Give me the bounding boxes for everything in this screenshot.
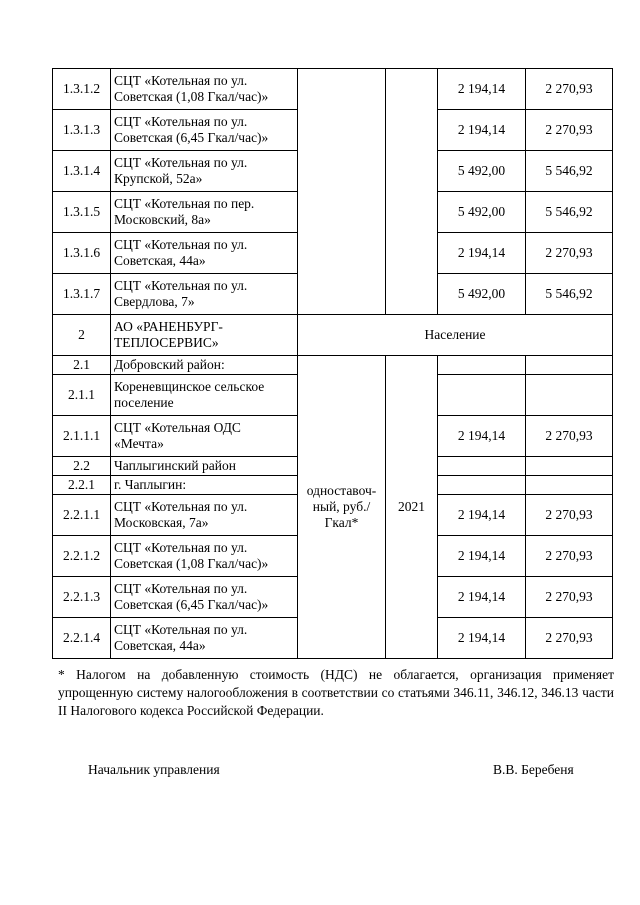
row-name: СЦТ «Котельная по ул. Советская (6,45 Гкал/час)»	[111, 577, 298, 618]
value-first-half: 2 194,14	[438, 69, 526, 110]
value-first-half: 2 194,14	[438, 416, 526, 457]
value-second-half	[526, 457, 613, 476]
row-number: 1.3.1.7	[53, 274, 111, 315]
org-name: АО «РАНЕНБУРГ-ТЕПЛОСЕРВИС»	[111, 315, 298, 356]
value-second-half: 2 270,93	[526, 233, 613, 274]
value-first-half: 2 194,14	[438, 577, 526, 618]
row-number: 1.3.1.2	[53, 69, 111, 110]
value-second-half	[526, 356, 613, 375]
row-number: 2.2.1.3	[53, 577, 111, 618]
value-second-half: 2 270,93	[526, 416, 613, 457]
value-second-half: 2 270,93	[526, 618, 613, 659]
tariff-type-cell-upper	[298, 69, 386, 315]
value-first-half: 2 194,14	[438, 110, 526, 151]
value-first-half	[438, 457, 526, 476]
value-second-half: 2 270,93	[526, 577, 613, 618]
value-second-half: 2 270,93	[526, 536, 613, 577]
row-name: СЦТ «Котельная по ул. Крупской, 52а»	[111, 151, 298, 192]
value-first-half	[438, 356, 526, 375]
value-first-half: 5 492,00	[438, 151, 526, 192]
row-name: СЦТ «Котельная по ул. Советская, 44а»	[111, 618, 298, 659]
value-first-half: 2 194,14	[438, 536, 526, 577]
row-name: СЦТ «Котельная по ул. Советская (1,08 Гкал/час)»	[111, 536, 298, 577]
organization-row	[53, 315, 613, 356]
value-second-half	[526, 476, 613, 495]
table-row	[53, 69, 613, 110]
signatory-name: В.В. Беребеня	[493, 762, 574, 777]
row-name: Чаплыгинский район	[111, 457, 298, 476]
value-second-half: 2 270,93	[526, 495, 613, 536]
signatory-position: Начальник управления	[88, 762, 220, 777]
row-number: 2.1.1	[53, 375, 111, 416]
row-number: 2.2.1	[53, 476, 111, 495]
value-second-half: 5 546,92	[526, 151, 613, 192]
row-name: СЦТ «Котельная по ул. Советская (1,08 Гкал/час)»	[111, 69, 298, 110]
row-name: СЦТ «Котельная по пер. Московский, 8а»	[111, 192, 298, 233]
row-name: СЦТ «Котельная по ул. Московская, 7а»	[111, 495, 298, 536]
value-first-half: 2 194,14	[438, 618, 526, 659]
value-first-half: 2 194,14	[438, 495, 526, 536]
row-name: СЦТ «Котельная по ул. Свердлова, 7»	[111, 274, 298, 315]
row-number: 2.1.1.1	[53, 416, 111, 457]
row-name: СЦТ «Котельная по ул. Советская, 44а»	[111, 233, 298, 274]
row-number: 2.2.1.2	[53, 536, 111, 577]
value-second-half: 2 270,93	[526, 110, 613, 151]
row-number: 2.1	[53, 356, 111, 375]
vat-footnote: * Налогом на добавленную стоимость (НДС) не облагается, организация применяет упрощенную систему налогообложения в соответствии со статьями 346.11, 346.12, 346.13 части II Налогового кодекса Российской Федерации.	[58, 667, 614, 718]
row-name: Кореневщинское сельское поселение	[111, 375, 298, 416]
row-number: 1.3.1.4	[53, 151, 111, 192]
org-number: 2	[53, 315, 111, 356]
tariff-type-cell: одноставоч-ный, руб./Гкал*	[298, 356, 386, 659]
row-name: СЦТ «Котельная ОДС «Мечта»	[111, 416, 298, 457]
value-second-half	[526, 375, 613, 416]
year-cell: 2021	[386, 356, 438, 659]
value-first-half: 5 492,00	[438, 192, 526, 233]
row-number: 1.3.1.3	[53, 110, 111, 151]
value-second-half: 5 546,92	[526, 274, 613, 315]
row-number: 1.3.1.6	[53, 233, 111, 274]
value-first-half	[438, 476, 526, 495]
value-first-half	[438, 375, 526, 416]
year-cell-upper	[386, 69, 438, 315]
row-name: Добровский район:	[111, 356, 298, 375]
row-name: СЦТ «Котельная по ул. Советская (6,45 Гкал/час)»	[111, 110, 298, 151]
row-number: 2.2.1.1	[53, 495, 111, 536]
table-row	[53, 356, 613, 375]
value-first-half: 2 194,14	[438, 233, 526, 274]
tariff-table	[52, 68, 613, 659]
value-second-half: 5 546,92	[526, 192, 613, 233]
row-number: 2.2	[53, 457, 111, 476]
value-second-half: 2 270,93	[526, 69, 613, 110]
row-name: г. Чаплыгин:	[111, 476, 298, 495]
value-first-half: 5 492,00	[438, 274, 526, 315]
row-number: 2.2.1.4	[53, 618, 111, 659]
consumer-group: Население	[298, 315, 613, 356]
row-number: 1.3.1.5	[53, 192, 111, 233]
